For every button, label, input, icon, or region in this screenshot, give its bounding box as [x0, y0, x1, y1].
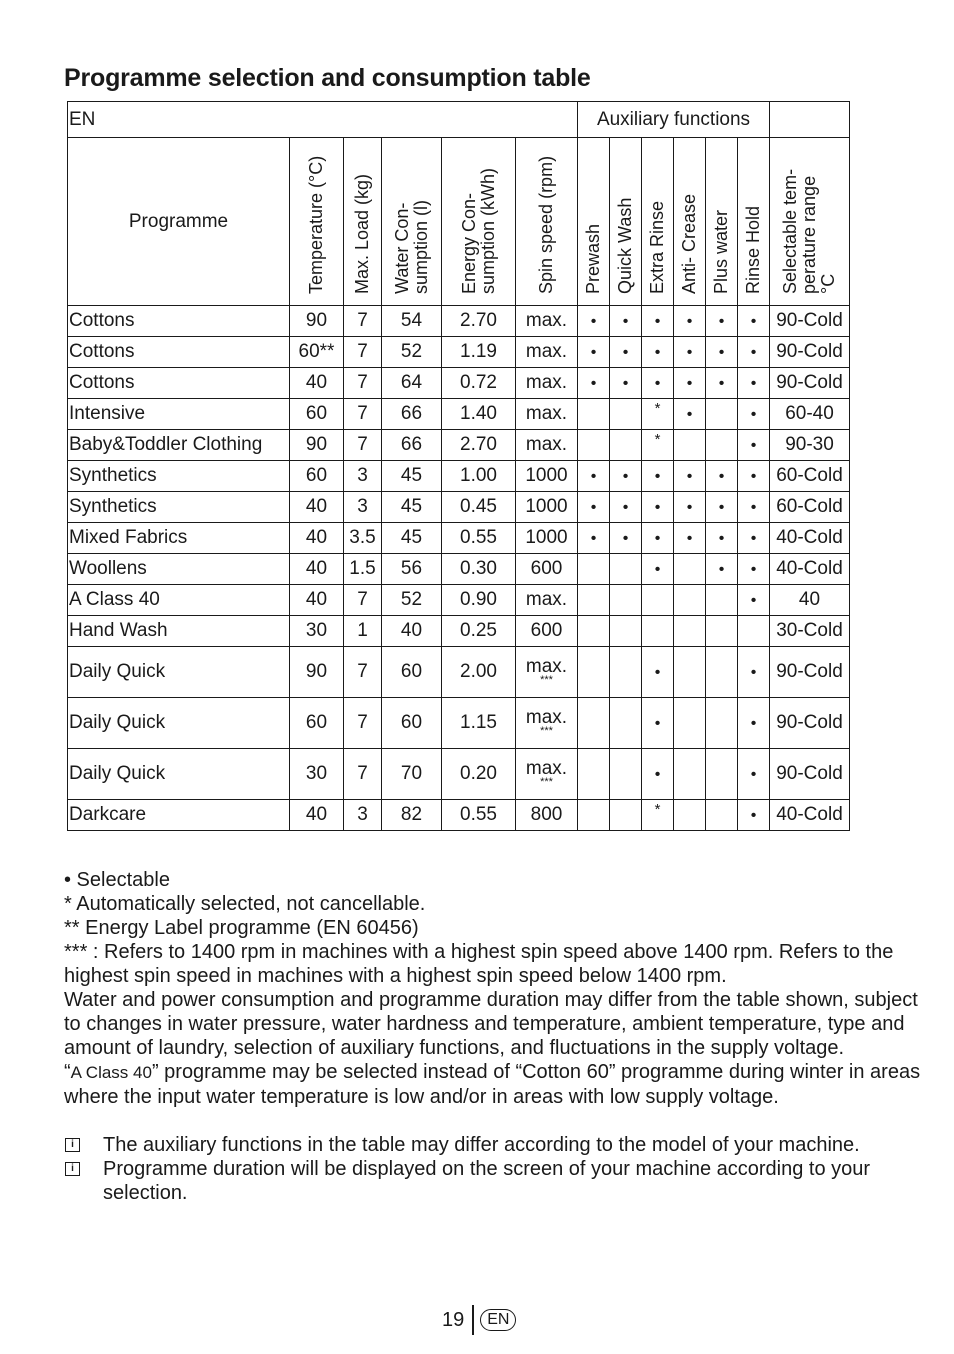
temperature-range-cell: 40: [770, 585, 850, 616]
anti-crease-cell: [674, 430, 706, 461]
prewash-cell: [578, 800, 610, 831]
table-row: [68, 430, 850, 461]
spin-speed-header: [516, 138, 578, 306]
energy-consumption-cell: 1.40: [442, 399, 516, 430]
water-consumption-cell: 66: [382, 399, 442, 430]
extra-rinse-cell: •: [642, 523, 674, 554]
anti-crease-cell: [674, 698, 706, 749]
quick-wash-cell: [610, 647, 642, 698]
max-load-cell: 3.5: [344, 523, 382, 554]
temperature-cell: 60**: [290, 337, 344, 368]
selectable-temperature-header: [770, 138, 850, 306]
plus-water-cell: [706, 430, 738, 461]
anti-crease-cell: •: [674, 337, 706, 368]
temperature-range-cell: 90-Cold: [770, 368, 850, 399]
plus-water-cell: [706, 800, 738, 831]
notes: [64, 868, 924, 1205]
temperature-cell: 40: [290, 800, 344, 831]
temperature-header-text: Temperature (°C): [306, 155, 326, 294]
water-consumption-cell: 45: [382, 523, 442, 554]
rinse-hold-cell: •: [738, 523, 770, 554]
plus-water-cell: [706, 698, 738, 749]
extra-rinse-cell: [642, 585, 674, 616]
quick-wash-cell: [610, 749, 642, 800]
rinse-hold-header-text: Rinse Hold: [743, 205, 763, 294]
temperature-header: [290, 138, 344, 306]
temperature-range-cell: 90-Cold: [770, 698, 850, 749]
quick-wash-cell: •: [610, 523, 642, 554]
note-automatic: * Automatically selected, not cancellable.: [64, 893, 426, 915]
max-load-cell: 3: [344, 492, 382, 523]
rinse-hold-cell: •: [738, 647, 770, 698]
anti-crease-header: [674, 138, 706, 306]
anti-crease-cell: [674, 554, 706, 585]
water-consumption-cell: 60: [382, 647, 442, 698]
quick-wash-cell: •: [610, 461, 642, 492]
prewash-cell: [578, 647, 610, 698]
programme-name: Synthetics: [68, 492, 290, 523]
table-row: [68, 749, 850, 800]
anti-crease-cell: [674, 616, 706, 647]
temperature-range-cell: 90-Cold: [770, 306, 850, 337]
temperature-range-cell: 60-40: [770, 399, 850, 430]
energy-consumption-header-text: Energy Con- sumption (kWh): [458, 167, 498, 294]
rinse-hold-header: [738, 138, 770, 306]
extra-rinse-cell: •: [642, 698, 674, 749]
rinse-hold-cell: [738, 616, 770, 647]
water-consumption-cell: 45: [382, 461, 442, 492]
spin-speed-cell: max.: [516, 399, 578, 430]
page-footer: [442, 1305, 516, 1335]
energy-consumption-header: [442, 138, 516, 306]
temperature-cell: 30: [290, 749, 344, 800]
extra-rinse-cell: •: [642, 492, 674, 523]
temperature-cell: 60: [290, 698, 344, 749]
note-consumption: Water and power consumption and programme duration may differ from the table shown, subject to changes in water pressure, water hardness and temperature, ambient temperature, type and amount of laundry, selection of auxiliary functions, and fluctuations in the supply voltage.: [64, 989, 918, 1059]
table-row: [68, 368, 850, 399]
temperature-range-cell: 60-Cold: [770, 492, 850, 523]
temperature-cell: 40: [290, 523, 344, 554]
max-load-cell: 7: [344, 585, 382, 616]
max-load-cell: 7: [344, 647, 382, 698]
programme-header: Programme: [68, 138, 290, 306]
temperature-range-cell: 40-Cold: [770, 523, 850, 554]
programme-name: Daily Quick: [68, 647, 290, 698]
max-load-cell: 7: [344, 368, 382, 399]
temperature-range-cell: 40-Cold: [770, 554, 850, 585]
plus-water-cell: •: [706, 368, 738, 399]
table-row: [68, 554, 850, 585]
temperature-range-cell: 90-30: [770, 430, 850, 461]
plus-water-header-text: Plus water: [711, 209, 731, 294]
programme-name: Synthetics: [68, 461, 290, 492]
page-title: Programme selection and consumption table: [64, 64, 591, 92]
programme-name: Daily Quick: [68, 749, 290, 800]
rinse-hold-cell: •: [738, 337, 770, 368]
anti-crease-cell: [674, 585, 706, 616]
energy-consumption-cell: 2.70: [442, 306, 516, 337]
prewash-cell: [578, 616, 610, 647]
plus-water-cell: •: [706, 461, 738, 492]
max-load-cell: 7: [344, 749, 382, 800]
energy-consumption-cell: 0.45: [442, 492, 516, 523]
spin-note-marker: ***: [540, 776, 553, 788]
max-load-header-text: Max. Load (kg): [352, 173, 372, 294]
temperature-cell: 90: [290, 647, 344, 698]
info-duration: i Programme duration will be displayed on the screen of your machine according to your selection.: [64, 1157, 924, 1205]
temperature-cell: 30: [290, 616, 344, 647]
prewash-cell: •: [578, 368, 610, 399]
plus-water-cell: •: [706, 337, 738, 368]
info-icon: i: [65, 1138, 80, 1152]
water-consumption-cell: 64: [382, 368, 442, 399]
temperature-cell: 40: [290, 585, 344, 616]
plus-water-cell: [706, 585, 738, 616]
programme-name: Darkcare: [68, 800, 290, 831]
energy-consumption-cell: 0.72: [442, 368, 516, 399]
anti-crease-cell: [674, 647, 706, 698]
prewash-cell: [578, 399, 610, 430]
quick-wash-cell: [610, 800, 642, 831]
auxiliary-functions-header: Auxiliary functions: [578, 102, 770, 138]
rinse-hold-cell: •: [738, 399, 770, 430]
anti-crease-cell: [674, 749, 706, 800]
info-icon: i: [65, 1162, 80, 1176]
plus-water-cell: •: [706, 492, 738, 523]
programme-name: Mixed Fabrics: [68, 523, 290, 554]
table-row: [68, 647, 850, 698]
temperature-range-cell: 90-Cold: [770, 647, 850, 698]
table-row: [68, 492, 850, 523]
anti-crease-cell: [674, 800, 706, 831]
plus-water-cell: •: [706, 554, 738, 585]
quick-wash-cell: •: [610, 492, 642, 523]
anti-crease-cell: •: [674, 523, 706, 554]
energy-consumption-cell: 0.25: [442, 616, 516, 647]
prewash-header-text: Prewash: [583, 223, 603, 294]
max-load-cell: 7: [344, 698, 382, 749]
note-selectable: • Selectable: [64, 869, 170, 891]
water-consumption-cell: 52: [382, 337, 442, 368]
extra-rinse-cell: *: [642, 430, 674, 461]
table-row: [68, 461, 850, 492]
extra-rinse-cell: •: [642, 554, 674, 585]
table-row: [68, 698, 850, 749]
spin-speed-header-text: Spin speed (rpm): [536, 155, 556, 294]
language-label: EN: [68, 102, 578, 138]
water-consumption-cell: 56: [382, 554, 442, 585]
spin-speed-cell: 600: [516, 616, 578, 647]
spin-speed-cell: 800: [516, 800, 578, 831]
quick-wash-cell: [610, 430, 642, 461]
water-consumption-cell: 52: [382, 585, 442, 616]
quick-wash-cell: [610, 399, 642, 430]
plus-water-cell: •: [706, 306, 738, 337]
extra-rinse-cell: •: [642, 368, 674, 399]
max-load-cell: 3: [344, 800, 382, 831]
anti-crease-cell: •: [674, 368, 706, 399]
plus-water-cell: [706, 399, 738, 430]
programme-name: Cottons: [68, 306, 290, 337]
rinse-hold-cell: •: [738, 698, 770, 749]
water-consumption-cell: 45: [382, 492, 442, 523]
spin-speed-cell: max. ***: [516, 749, 578, 800]
spin-speed-cell: max.: [516, 585, 578, 616]
quick-wash-cell: [610, 616, 642, 647]
note-energy-label: ** Energy Label programme (EN 60456): [64, 917, 419, 939]
anti-crease-cell: •: [674, 461, 706, 492]
max-load-cell: 7: [344, 306, 382, 337]
quick-wash-cell: [610, 554, 642, 585]
rinse-hold-cell: •: [738, 430, 770, 461]
extra-rinse-cell: •: [642, 461, 674, 492]
plus-water-cell: [706, 616, 738, 647]
temperature-range-cell: 40-Cold: [770, 800, 850, 831]
extra-rinse-header: [642, 138, 674, 306]
prewash-cell: •: [578, 306, 610, 337]
table-row: [68, 585, 850, 616]
spin-speed-cell: max. ***: [516, 647, 578, 698]
temperature-cell: 90: [290, 306, 344, 337]
plus-water-cell: [706, 647, 738, 698]
temperature-cell: 40: [290, 554, 344, 585]
empty-header-cell: [770, 102, 850, 138]
max-load-cell: 1: [344, 616, 382, 647]
prewash-cell: [578, 554, 610, 585]
spin-speed-cell: max.: [516, 368, 578, 399]
water-consumption-cell: 70: [382, 749, 442, 800]
programme-name: Daily Quick: [68, 698, 290, 749]
water-consumption-cell: 54: [382, 306, 442, 337]
water-consumption-cell: 82: [382, 800, 442, 831]
energy-consumption-cell: 2.00: [442, 647, 516, 698]
max-load-cell: 7: [344, 430, 382, 461]
rinse-hold-cell: •: [738, 368, 770, 399]
note-spin-speed: *** : Refers to 1400 rpm in machines with a highest spin speed above 1400 rpm. Refers to the highest spin speed in machines with a highest spin speed below 1400 rpm.: [64, 941, 894, 987]
spin-speed-cell: max.: [516, 430, 578, 461]
temperature-range-cell: 30-Cold: [770, 616, 850, 647]
max-load-cell: 7: [344, 399, 382, 430]
extra-rinse-cell: [642, 616, 674, 647]
water-consumption-cell: 66: [382, 430, 442, 461]
rinse-hold-cell: •: [738, 585, 770, 616]
rinse-hold-cell: •: [738, 800, 770, 831]
spin-speed-cell: 600: [516, 554, 578, 585]
temperature-cell: 40: [290, 492, 344, 523]
rinse-hold-cell: •: [738, 461, 770, 492]
table-row: [68, 523, 850, 554]
extra-rinse-cell: •: [642, 306, 674, 337]
max-load-cell: 3: [344, 461, 382, 492]
energy-consumption-cell: 0.55: [442, 800, 516, 831]
programme-table: [67, 101, 850, 831]
prewash-cell: [578, 698, 610, 749]
energy-consumption-cell: 1.15: [442, 698, 516, 749]
energy-consumption-cell: 1.19: [442, 337, 516, 368]
info-auxiliary: i The auxiliary functions in the table may differ according to the model of your machine.: [64, 1133, 924, 1157]
temperature-range-cell: 60-Cold: [770, 461, 850, 492]
extra-rinse-cell: •: [642, 337, 674, 368]
table-row: [68, 800, 850, 831]
language-badge: EN: [480, 1309, 516, 1331]
temperature-cell: 90: [290, 430, 344, 461]
table-row: [68, 616, 850, 647]
spin-note-marker: ***: [540, 725, 553, 737]
quick-wash-header: [610, 138, 642, 306]
prewash-cell: [578, 585, 610, 616]
rinse-hold-cell: •: [738, 554, 770, 585]
energy-consumption-cell: 0.90: [442, 585, 516, 616]
prewash-header: [578, 138, 610, 306]
anti-crease-cell: •: [674, 399, 706, 430]
spin-speed-cell: max. ***: [516, 698, 578, 749]
rinse-hold-cell: •: [738, 306, 770, 337]
temperature-range-cell: 90-Cold: [770, 337, 850, 368]
prewash-cell: •: [578, 337, 610, 368]
prewash-cell: •: [578, 492, 610, 523]
plus-water-cell: [706, 749, 738, 800]
rinse-hold-cell: •: [738, 749, 770, 800]
water-consumption-header-text: Water Con- sumption (l): [391, 199, 431, 294]
energy-consumption-cell: 1.00: [442, 461, 516, 492]
spin-speed-cell: 1000: [516, 523, 578, 554]
spin-speed-cell: 1000: [516, 492, 578, 523]
table-row: [68, 337, 850, 368]
extra-rinse-cell: •: [642, 749, 674, 800]
anti-crease-header-text: Anti- Crease: [679, 193, 699, 294]
max-load-cell: 7: [344, 337, 382, 368]
programme-name: Hand Wash: [68, 616, 290, 647]
anti-crease-cell: •: [674, 492, 706, 523]
prewash-cell: [578, 430, 610, 461]
quick-wash-cell: •: [610, 306, 642, 337]
quick-wash-cell: [610, 585, 642, 616]
programme-name: Cottons: [68, 337, 290, 368]
table-row: [68, 399, 850, 430]
energy-consumption-cell: 0.55: [442, 523, 516, 554]
extra-rinse-cell: *: [642, 399, 674, 430]
selectable-temperature-header-text: Selectable tem- perature range °C: [780, 168, 838, 294]
anti-crease-cell: •: [674, 306, 706, 337]
plus-water-cell: •: [706, 523, 738, 554]
prewash-cell: •: [578, 461, 610, 492]
plus-water-header: [706, 138, 738, 306]
quick-wash-cell: [610, 698, 642, 749]
programme-name: Woollens: [68, 554, 290, 585]
prewash-cell: [578, 749, 610, 800]
temperature-cell: 60: [290, 461, 344, 492]
table-row: [68, 306, 850, 337]
spin-speed-cell: max.: [516, 306, 578, 337]
energy-consumption-cell: 2.70: [442, 430, 516, 461]
programme-name: Baby&Toddler Clothing: [68, 430, 290, 461]
temperature-range-cell: 90-Cold: [770, 749, 850, 800]
quick-wash-cell: •: [610, 337, 642, 368]
footer-divider: [472, 1305, 474, 1335]
programme-name: A Class 40: [68, 585, 290, 616]
water-consumption-header: [382, 138, 442, 306]
spin-note-marker: ***: [540, 674, 553, 686]
extra-rinse-cell: •: [642, 647, 674, 698]
spin-speed-cell: 1000: [516, 461, 578, 492]
quick-wash-cell: •: [610, 368, 642, 399]
max-load-header: [344, 138, 382, 306]
rinse-hold-cell: •: [738, 492, 770, 523]
extra-rinse-cell: *: [642, 800, 674, 831]
quick-wash-header-text: Quick Wash: [615, 197, 635, 294]
extra-rinse-header-text: Extra Rinse: [647, 200, 667, 294]
temperature-cell: 40: [290, 368, 344, 399]
water-consumption-cell: 60: [382, 698, 442, 749]
max-load-cell: 1.5: [344, 554, 382, 585]
spin-speed-cell: max.: [516, 337, 578, 368]
programme-name: Cottons: [68, 368, 290, 399]
water-consumption-cell: 40: [382, 616, 442, 647]
energy-consumption-cell: 0.20: [442, 749, 516, 800]
prewash-cell: •: [578, 523, 610, 554]
energy-consumption-cell: 0.30: [442, 554, 516, 585]
temperature-cell: 60: [290, 399, 344, 430]
page-number: 19: [442, 1308, 465, 1331]
programme-name: Intensive: [68, 399, 290, 430]
note-a-class: “A Class 40” programme may be selected instead of “Cotton 60” programme during winter in areas where the input water temperature is low and/or in areas with low supply voltage.: [64, 1061, 921, 1108]
